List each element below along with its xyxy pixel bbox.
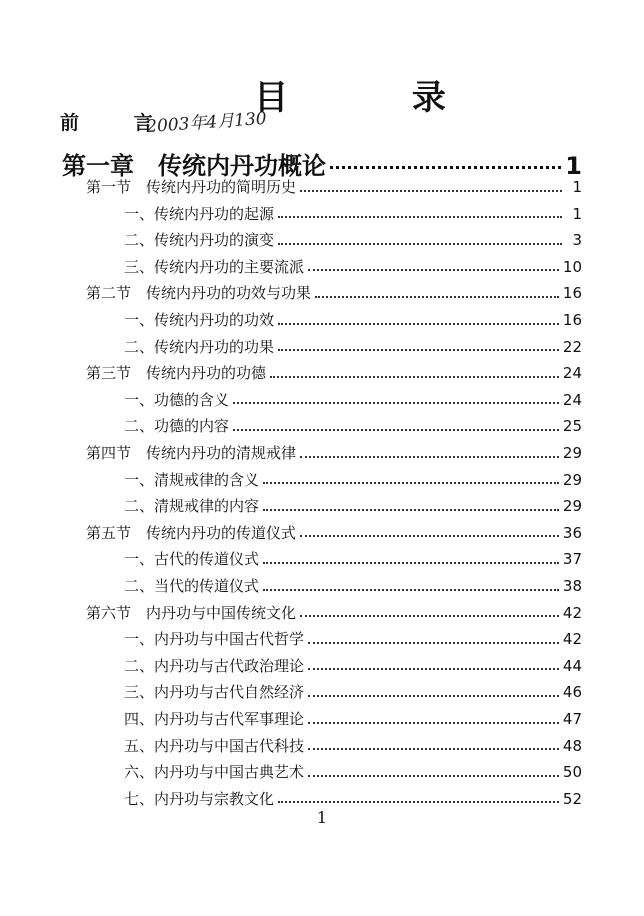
leader-dots <box>278 243 562 245</box>
item-page: 3 <box>572 231 582 250</box>
toc-section-row[interactable] <box>86 602 582 623</box>
item-page: 42 <box>562 630 582 649</box>
item-label: 一、内丹功与中国古代哲学 <box>124 630 305 649</box>
item-page: 24 <box>562 390 582 409</box>
leader-dots <box>263 509 559 511</box>
item-page: 48 <box>562 736 582 755</box>
toc-item-row[interactable] <box>124 735 582 756</box>
section-page: 24 <box>562 364 582 383</box>
leader-dots <box>233 402 559 404</box>
leader-dots <box>263 482 559 484</box>
item-page: 38 <box>562 577 582 595</box>
preface-label: 前 言 <box>60 112 177 134</box>
section-page: 29 <box>562 444 582 462</box>
toc-item-row[interactable] <box>124 336 582 357</box>
toc-section-row[interactable] <box>86 176 582 197</box>
item-label: 一、传统内丹功的起源 <box>124 204 275 223</box>
toc-item-row[interactable] <box>124 708 582 729</box>
item-label: 三、传统内丹功的主要流派 <box>124 257 305 276</box>
leader-dots <box>300 615 559 617</box>
handwritten-note: 2003年4月130 <box>145 108 268 138</box>
toc-item-row[interactable] <box>124 229 582 250</box>
leader-dots <box>308 269 559 271</box>
item-label: 一、古代的传道仪式 <box>124 550 260 569</box>
item-page: 22 <box>562 337 582 356</box>
toc-item-row[interactable] <box>124 575 582 596</box>
item-label: 四、内丹功与古代军事理论 <box>124 710 305 728</box>
item-label: 一、传统内丹功的功效 <box>124 311 275 329</box>
item-label: 六、内丹功与中国古典艺术 <box>124 763 305 782</box>
toc-item-row[interactable] <box>124 203 582 224</box>
leader-dots <box>300 535 559 537</box>
leader-dots <box>308 748 559 750</box>
item-page: 46 <box>562 683 582 702</box>
toc-item-row[interactable] <box>124 788 582 809</box>
item-page: 29 <box>562 470 582 489</box>
item-page: 52 <box>562 789 582 808</box>
item-label: 一、功德的含义 <box>124 390 230 409</box>
toc-item-row[interactable] <box>124 415 582 436</box>
item-page: 37 <box>562 550 582 569</box>
toc-section-row[interactable] <box>86 522 582 543</box>
leader-dots <box>308 722 559 724</box>
section-page: 16 <box>562 284 582 303</box>
toc-item-row[interactable] <box>124 628 582 649</box>
toc-item-row[interactable] <box>124 469 582 490</box>
leader-dots <box>330 166 561 169</box>
toc-item-row[interactable] <box>124 256 582 277</box>
item-label: 二、传统内丹功的演变 <box>124 231 275 250</box>
toc-item-row[interactable] <box>124 655 582 676</box>
item-label: 七、内丹功与宗教文化 <box>124 789 275 808</box>
toc-item-row[interactable] <box>124 761 582 782</box>
section-page: 36 <box>562 523 582 542</box>
item-page: 25 <box>562 417 582 436</box>
section-label: 第四节 传统内丹功的清规戒律 <box>86 444 297 462</box>
leader-dots <box>315 296 559 298</box>
leader-dots <box>300 190 562 192</box>
leader-dots <box>278 323 559 325</box>
leader-dots <box>233 429 559 431</box>
item-page: 47 <box>562 710 582 728</box>
item-label: 五、内丹功与中国古代科技 <box>124 736 305 755</box>
toc-item-row[interactable] <box>124 309 582 330</box>
leader-dots <box>308 775 559 777</box>
section-label: 第一节 传统内丹功的简明历史 <box>86 178 297 196</box>
item-page: 10 <box>562 257 582 276</box>
item-label: 二、内丹功与古代政治理论 <box>124 656 305 675</box>
leader-dots <box>308 642 559 644</box>
item-page: 44 <box>562 656 582 675</box>
leader-dots <box>300 456 559 458</box>
item-page: 50 <box>562 763 582 782</box>
toc-item-row[interactable] <box>124 495 582 516</box>
section-label: 第六节 内丹功与中国传统文化 <box>86 603 297 622</box>
section-page: 1 <box>572 178 582 196</box>
section-label: 第二节 传统内丹功的功效与功果 <box>86 284 312 303</box>
leader-dots <box>278 801 559 803</box>
item-page: 29 <box>562 497 582 516</box>
item-label: 一、清规戒律的含义 <box>124 470 260 489</box>
toc-item-row[interactable] <box>124 681 582 702</box>
item-page: 16 <box>562 311 582 329</box>
leader-dots <box>270 376 559 378</box>
section-label: 第五节 传统内丹功的传道仪式 <box>86 523 297 542</box>
toc-section-row[interactable] <box>86 282 582 303</box>
leader-dots <box>263 589 559 591</box>
item-label: 二、功德的内容 <box>124 417 230 436</box>
leader-dots <box>308 695 559 697</box>
item-label: 二、传统内丹功的功果 <box>124 337 275 356</box>
page-title: 目 录 <box>254 78 502 118</box>
item-label: 二、当代的传道仪式 <box>124 577 260 595</box>
leader-dots <box>278 349 559 351</box>
toc-item-row[interactable] <box>124 389 582 410</box>
item-label: 二、清规戒律的内容 <box>124 497 260 516</box>
chapter-page: 1 <box>565 152 582 180</box>
chapter-label: 第一章 传统内丹功概论 <box>62 152 326 180</box>
toc-section-row[interactable] <box>86 362 582 383</box>
leader-dots <box>263 562 559 564</box>
section-label: 第三节 传统内丹功的功德 <box>86 364 267 383</box>
item-label: 三、内丹功与古代自然经济 <box>124 683 305 702</box>
toc-section-row[interactable] <box>86 442 582 463</box>
leader-dots <box>278 216 562 218</box>
page-number: 1 <box>316 808 328 827</box>
item-page: 1 <box>572 204 582 223</box>
section-page: 42 <box>562 603 582 622</box>
leader-dots <box>308 668 559 670</box>
toc-item-row[interactable] <box>124 548 582 569</box>
